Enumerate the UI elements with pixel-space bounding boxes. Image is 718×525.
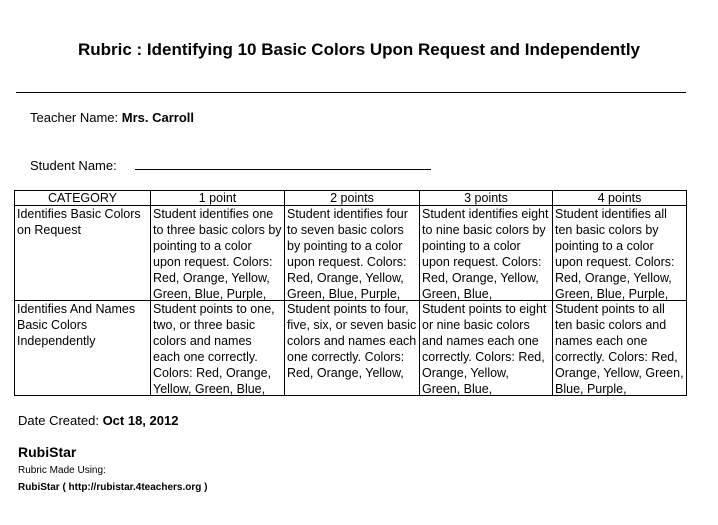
student-label: Student Name: <box>30 158 117 173</box>
criteria-cell: Student identifies one to three basic colors by pointing to a color upon request. Colors: Red, Orange, Yellow, Green, Blue, Purple, <box>153 207 282 300</box>
date-label: Date Created: <box>18 413 99 428</box>
criteria-cell: Student points to one, two, or three basic colors and names each one correctly. Colors: Red, Orange, Yellow, Green, Blue, <box>153 302 275 395</box>
category-cell: Identifies Basic Colors on Request <box>17 207 141 237</box>
rubistar-link[interactable]: RubiStar ( http://rubistar.4teachers.org ) <box>18 482 208 493</box>
header-category: CATEGORY <box>15 191 151 206</box>
table-row <box>15 301 687 396</box>
rubric-table <box>14 190 687 396</box>
teacher-label: Teacher Name: <box>30 110 119 125</box>
table-header-row <box>15 191 687 206</box>
divider <box>16 92 686 93</box>
criteria-cell: Student identifies eight to nine basic colors by pointing to a color upon request. Colors: Red, Orange, Yellow, Green, Blue, <box>422 207 549 300</box>
criteria-cell: Student identifies four to seven basic colors by pointing to a color upon request. Colors: Red, Orange, Yellow, Green, Blue, Purple, <box>287 207 408 300</box>
date-created <box>18 413 178 428</box>
header-4-points: 4 points <box>553 191 687 206</box>
student-name-blank <box>135 159 431 170</box>
made-using-label: Rubric Made Using: <box>18 465 106 476</box>
criteria-cell: Student points to four, five, six, or seven basic colors and names each one correctly. Colors: Red, Orange, Yellow, <box>287 302 417 380</box>
teacher-name-row <box>30 110 194 125</box>
criteria-cell: Student identifies all ten basic colors by pointing to a color upon request. Colors: Red, Orange, Yellow, Green, Blue, Purple, <box>555 207 675 300</box>
criteria-cell: Student points to all ten basic colors and names each one correctly. Colors: Red, Orange, Yellow, Green, Blue, Purple, <box>555 302 684 395</box>
category-cell: Identifies And Names Basic Colors Independently <box>17 302 136 348</box>
table-row <box>15 206 687 301</box>
page-title: Rubric : Identifying 10 Basic Colors Upon Request and Independently <box>77 40 640 59</box>
header-2-points: 2 points <box>285 191 420 206</box>
header-3-points: 3 points <box>420 191 553 206</box>
brand-name: RubiStar <box>18 444 77 460</box>
header-1-point: 1 point <box>151 191 285 206</box>
date-value: Oct 18, 2012 <box>102 413 179 428</box>
criteria-cell: Student points to eight or nine basic colors and names each one correctly. Colors: Red, Orange, Yellow, Green, Blue, <box>422 302 547 395</box>
student-name-row <box>30 158 431 173</box>
teacher-name: Mrs. Carroll <box>121 110 195 125</box>
